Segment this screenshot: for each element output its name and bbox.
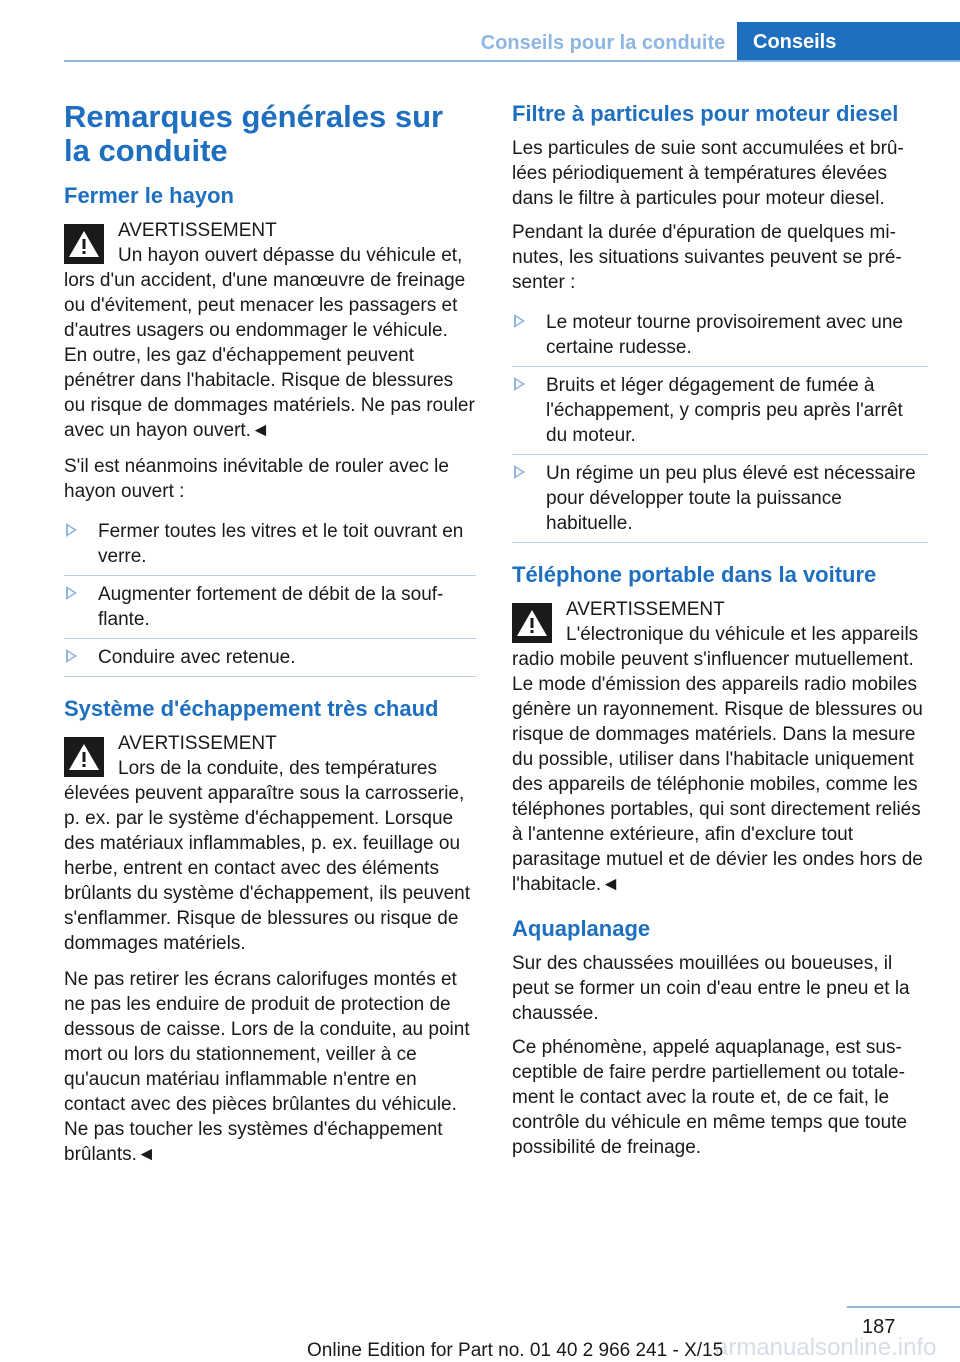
footer-rule — [847, 1306, 960, 1308]
list-item — [64, 513, 476, 576]
header-tab-conseils: Conseils — [737, 22, 960, 62]
heading-fermer-hayon: Fermer le hayon — [64, 183, 234, 208]
warning-label: AVERTISSEMENT — [118, 220, 277, 241]
warning-text: Lors de la conduite, des températures élevées peuvent apparaître sous la carrosserie, p. ex. par le système d'échappement. Lorsque des matériaux inflammables, p. ex. feuillage ou herbe, entrent en contact avec des éléments brûlants du système d'échappement, ils peuvent s'enflammer. Risque de blessures ou risque de dommages matériels. — [64, 758, 471, 954]
triangle-bullet-icon — [514, 465, 525, 479]
list-item-text: Augmenter fortement de débit de la soufflante. — [98, 584, 444, 630]
watermark: armanualsonline.info — [715, 1334, 937, 1361]
list-item — [64, 639, 476, 677]
warning-triangle-icon — [64, 737, 104, 777]
page-number: 187 — [862, 1316, 896, 1338]
right-column — [512, 100, 928, 1169]
triangle-bullet-icon — [66, 586, 77, 600]
list-item-text: Fermer toutes les vitres et le toit ouvrant en verre. — [98, 521, 464, 567]
heading-echappement: Système d'échappement très chaud — [64, 696, 439, 721]
heading-telephone: Téléphone portable dans la voiture — [512, 562, 877, 587]
paragraph: Ce phénomène, appelé aquaplanage, est susceptible de faire perdre partiellement ou totalement le contact avec la route et, de ce fait, le contrôle du véhicule en même temps que toute possibilité de freinage. — [512, 1037, 908, 1158]
list-item — [512, 367, 928, 455]
list-item — [512, 304, 928, 367]
bullet-list-filtre — [512, 304, 928, 543]
list-item-text: Bruits et léger dégagement de fumée à l'échappement, y compris peu après l'arrêt du moteur. — [546, 375, 903, 446]
footer-edition: Online Edition for Part no. 01 40 2 966 241 - X/15 — [307, 1340, 724, 1361]
triangle-bullet-icon — [514, 314, 525, 328]
heading-aquaplanage: Aquaplanage — [512, 916, 651, 941]
warning-triangle-icon — [64, 224, 104, 264]
page-title: Remarques générales sur la conduite — [64, 99, 444, 168]
paragraph: Pendant la durée d'épuration de quelques minutes, les situations suivantes peuvent se présenter : — [512, 222, 902, 293]
header-rule — [64, 60, 960, 62]
warning-triangle-icon — [512, 603, 552, 643]
header-section-title: Conseils pour la conduite — [480, 32, 726, 54]
paragraph: Sur des chaussées mouillées ou boueuses, il peut se former un coin d'eau entre le pneu et la chaussée. — [512, 953, 910, 1024]
list-item — [64, 576, 476, 639]
heading-filtre-particules: Filtre à particules pour moteur diesel — [512, 101, 899, 126]
warning-box-hayon — [64, 218, 476, 443]
list-item-text: Le moteur tourne provisoirement avec une certaine rudesse. — [546, 312, 903, 358]
list-item-text: Conduire avec retenue. — [98, 647, 296, 668]
paragraph: Ne pas retirer les écrans calorifuges montés et ne pas les enduire de produit de protection de dessous de caisse. Lors de la conduite, au point mort ou lors du stationnement, veiller à ce qu'aucun matériau inflammable n'entre en contact avec des pièces brûlantes du véhicule. Ne pas toucher les systèmes d'échappement brûlants.◄ — [64, 969, 470, 1165]
paragraph: S'il est néanmoins inévitable de rouler avec le hayon ouvert : — [64, 456, 449, 502]
left-column — [64, 100, 476, 1176]
list-item — [512, 455, 928, 543]
triangle-bullet-icon — [514, 377, 525, 391]
warning-label: AVERTISSEMENT — [566, 599, 725, 620]
warning-box-telephone — [512, 597, 928, 897]
list-item-text: Un régime un peu plus élevé est nécessaire pour développer toute la puissance habituelle. — [546, 463, 916, 534]
warning-text: L'électronique du véhicule et les appareils radio mobile peuvent s'influencer mutuellement. Le mode d'émission des appareils radio mobiles génère un rayonnement. Risque de blessures ou risque de dommages matériels. Dans la mesure du possible, utiliser dans l'habitacle uniquement des appareils de téléphonie mobiles, comme les téléphones portables, qui sont directement reliés à l'antenne extérieure, afin d'exclure tout parasitage mutuel et de dévier les ondes hors de l'habitacle.◄ — [512, 624, 923, 895]
triangle-bullet-icon — [66, 523, 77, 537]
paragraph: Les particules de suie sont accumulées et brûlées périodiquement à températures élevées dans le filtre à particules pour moteur diesel. — [512, 138, 904, 209]
warning-box-echappement — [64, 731, 476, 956]
warning-label: AVERTISSEMENT — [118, 733, 277, 754]
triangle-bullet-icon — [66, 649, 77, 663]
bullet-list-hayon — [64, 513, 476, 677]
warning-text: Un hayon ouvert dépasse du véhicule et, lors d'un accident, d'une manœuvre de freinage ou d'évitement, peut menacer les passagers et d'autres usagers ou endommager le véhicule. En outre, les gaz d'échappement peuvent pénétrer dans l'habitacle. Risque de blessures ou risque de dommages matériels. Ne pas rouler avec un hayon ouvert.◄ — [64, 245, 475, 441]
